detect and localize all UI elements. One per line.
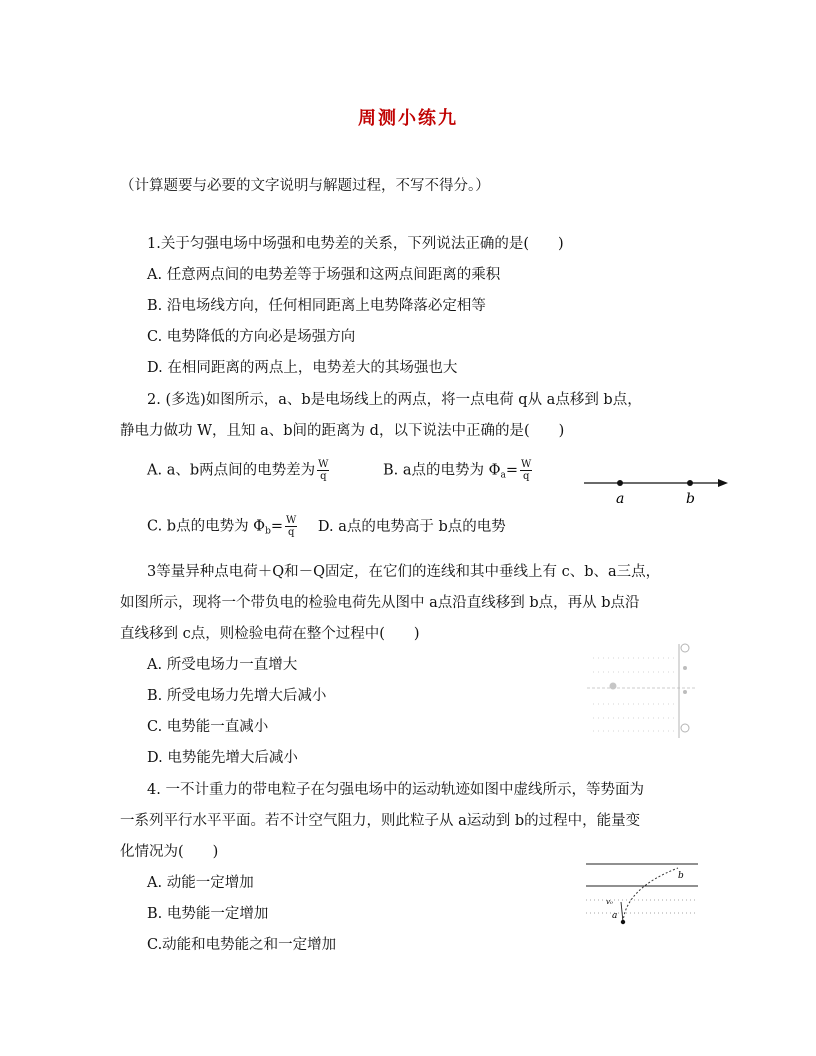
point-b [683, 690, 687, 694]
q3-option-d: D. 电势能先增大后减小 [147, 750, 298, 766]
label-v0: v₀ [606, 898, 613, 906]
label-a: a [612, 911, 618, 921]
q4-option-a: A. 动能一定增加 [147, 875, 254, 891]
trajectory-path [623, 868, 678, 922]
q2-option-a-fraction [317, 459, 329, 482]
fraction-numerator: W [286, 515, 297, 526]
q2-option-d: D. a点的电势高于 b点的电势 [317, 518, 506, 535]
q2-option-b [383, 459, 534, 486]
fraction-denominator: q [287, 527, 295, 538]
q4-option-c: C.动能和电势能之和一定增加 [147, 937, 337, 953]
q2-stem-line1: 2. (多选)如图所示，a、b是电场线上的两点，将一点电荷 q从 a点移到 b点， [147, 392, 642, 408]
q2-option-b-subscript: a [500, 470, 506, 481]
q4-option-b: B. 电势能一定增加 [147, 906, 269, 922]
q3-stem-line1: 3等量异种点电荷＋Q和－Q固定，在它们的连线和其中垂线上有 c、b、a三点， [147, 564, 661, 580]
point-a [621, 920, 625, 924]
q2-option-c-fraction [285, 515, 297, 538]
point-c [683, 666, 687, 670]
point-b [687, 480, 693, 486]
page-title: 周测小练九 [358, 108, 458, 129]
electric-field-line-figure [580, 470, 730, 512]
fraction-numerator: W [521, 459, 532, 470]
dipole-charges-figure [583, 638, 703, 742]
equals-sign: = [270, 518, 283, 535]
fraction-denominator: q [522, 471, 530, 482]
q2-option-a [147, 459, 331, 482]
q3-stem-line2: 如图所示，现将一个带负电的检验电荷先从图中 a点沿直线移到 b点，再从 b点沿 [120, 595, 640, 611]
q1-option-c: C. 电势降低的方向必是场强方向 [147, 329, 356, 345]
field-arrowhead [718, 479, 728, 487]
label-b: b [686, 491, 695, 507]
q2-option-b-fraction [520, 459, 532, 482]
q4-stem-line3: 化情况为( ) [120, 844, 219, 860]
equipotential-surfaces-figure [582, 858, 702, 930]
q1-option-b: B. 沿电场线方向，任何相同距离上电势降落必定相等 [147, 298, 486, 314]
point-a [617, 480, 623, 486]
positive-charge-icon [681, 644, 689, 652]
label-a: a [616, 491, 625, 507]
q2-option-a-text: A. a、b两点间的电势差为 [147, 462, 316, 479]
equals-sign: = [505, 462, 519, 479]
q3-option-b: B. 所受电场力先增大后减小 [147, 688, 327, 704]
velocity-vector [621, 902, 623, 922]
fraction-denominator: q [320, 471, 327, 482]
q2-option-c-text: C. b点的电势为 Φ [147, 518, 266, 535]
fraction-numerator: W [318, 459, 329, 470]
instructions-note: （计算题要与必要的文字说明与解题过程，不写不得分。） [120, 178, 490, 194]
q2-option-c-subscript: b [265, 526, 271, 537]
q3-stem-line3: 直线移到 c点，则检验电荷在整个过程中( ) [120, 626, 420, 642]
q1-stem: 1.关于匀强电场中场强和电势差的关系，下列说法正确的是( ) [147, 236, 564, 252]
q2-option-c [147, 515, 506, 542]
q1-option-d: D. 在相同距离的两点上，电势差大的其场强也大 [147, 360, 458, 376]
q3-option-a: A. 所受电场力一直增大 [147, 657, 298, 673]
q2-stem-line2: 静电力做功 W，且知 a、b间的距离为 d，以下说法中正确的是( ) [120, 423, 565, 439]
label-b: b [678, 871, 684, 881]
q4-stem-line1: 4. 一不计重力的带电粒子在匀强电场中的运动轨迹如图中虚线所示，等势面为 [147, 782, 644, 798]
q4-stem-line2: 一系列平行水平平面。若不计空气阻力，则此粒子从 a运动到 b的过程中，能量变 [120, 813, 641, 829]
q2-option-b-text: B. a点的电势为 Φ [383, 462, 501, 479]
negative-charge-icon [681, 724, 689, 732]
q1-option-a: A. 任意两点间的电势差等于场强和这两点间距离的乘积 [147, 267, 501, 283]
point-a [610, 683, 617, 690]
q3-option-c: C. 电势能一直减小 [147, 719, 269, 735]
